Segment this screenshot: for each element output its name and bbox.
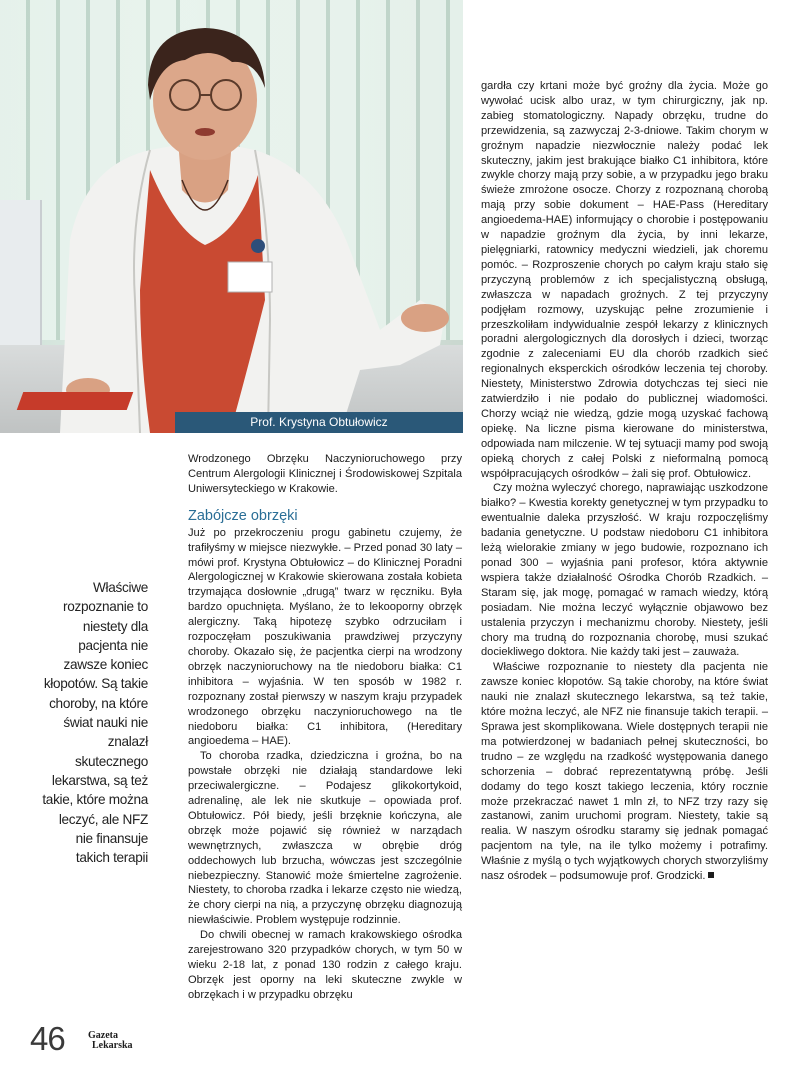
page-number: 46	[30, 1020, 65, 1057]
paragraph: Czy można wyleczyć chorego, naprawiając uszkodzone białko? – Kwestia korekty genetycznej w tym przypadku to ewentualnie daleka przyszłość. W kraju rozpoczęliśmy badania genetyczne. U podstaw niedoboru C1 inhibitora leżą wielorakie zmiany w jego budowie, rozpoznano ich ponad 300 – wyjaśnia pani profesor, która aktywnie wspiera także działalność Ośrodka Chorób Rzadkich. – Staram się, jak mogę, pomagać w ramach wiedzy, którą posiadam. Nie można leczyć wyłącznie objawowo bez ustalenia przyczyn i mechanizmu choroby. Niestety, jeśli chory ma trudną do rozpoznania chorobę, musi szukać dociekliwego doktora. Nie każdy taki jest – zauważa.	[481, 482, 768, 659]
logo-line-2: Lekarska	[92, 1040, 133, 1051]
end-of-article-mark	[708, 872, 714, 878]
article-column-middle	[188, 452, 462, 1003]
portrait-illustration	[0, 0, 463, 433]
logo-line-1: Gazeta	[88, 1030, 118, 1041]
paragraph: gardła czy krtani może być groźny dla życia. Może go wywołać ucisk albo uraz, w tym chirurgiczny, jak np. zabieg stomatologiczny. Napady obrzęku, trudne do przewidzenia, są zazwyczaj 2-3-dniowe. Takim chorym w groźnym napadzie niezwłocznie należy podać lek skuteczny, jakim jest brakujące białko C1 inhibitora, które zwykle chorzy mają przy sobie, a w przypadku jego braku świeże zmrożone osocze. Chorzy z rozpoznaną chorobą mają przy sobie dokument – HAE-Pass (Hereditary angioedema-HAE) informujący o chorobie i postępowaniu w napadzie groźnym dla życia, by inni lekarze, pielęgniarki, ratownicy medyczni wiedzieli, jak choremu pomóc. – Rozproszenie chorych po całym kraju stało się przyczyną problemów z ich specjalistyczną obsługą, zwłaszcza w napadach groźnych. Z tej przyczyny podjęłam rozmowy, uzyskując pełne zrozumienie i przeszkoliłam indywidualnie zespół lekarzy z klinicznych poradni alergologicznych dla dorosłych i dzieci, tworząc zgodnie z zaleceniami EU dla chorób rzadkich sieć regionalnych eksperckich ośrodków leczenia tej choroby. Niestety, Ministerstwo Zdrowia dotychczas tej sieci nie zatwierdziło i nie podało do publicznej wiadomości. Chorzy wciąż nie wiedzą, gdzie mogą uzyskać fachową opiekę. Na liczne pisma kierowane do ministerstwa, odpowiada nam milczenie. W tej sytuacji mamy pod swoją opieką chorych z całej Polski z nieformalną pomocą współpracujących ośrodków – żali się prof. Obtułowicz.	[481, 80, 768, 480]
paragraph-text: Właściwe rozpoznanie to niestety dla pacjenta nie zawsze koniec kłopotów. Są takie choroby, na które świat nauki nie znalazł skutecznego lekarstwa, są też takie, które można leczyć, ale NFZ nie finansuje takich terapii. – Sprawa jest skomplikowana. Wiele dostępnych terapii nie ma potwierdzonej w badaniach pełnej skuteczności, bo trudno – ze względu na rzadkość występowania danego schorzenia – dobrać reprezentatywną próbę. Jeśli dodamy do tego koszt takiego leczenia, który rocznie może przekraczać nawet 1 mln zł, to NFZ trzy razy się zastanowi, zanim uruchomi program. Niestety, takie są realia. W naszym ośrodku staramy się jednak pomagać pacjentom na tyle, na ile tylko możemy i potrafimy. Właśnie z myślą o tych wyjątkowych chorych stworzyliśmy nasz ośrodek – podsumowuje prof. Grodzicki.	[481, 661, 768, 883]
red-book	[17, 392, 134, 410]
section-heading: Zabójcze obrzęki	[188, 507, 298, 524]
paragraph: To choroba rzadka, dziedziczna i groźna, bo na powstałe obrzęki nie działają standardowe leki przeciwalergiczne. – Podajesz glikokortykoid, adrenalinę, ale lek nie skutkuje – opowiada prof. Obtułowicz. Pół biedy, jeśli brzęknie kończyna, ale obrzęk może pojawić się również w narządach wewnętrznych, zwłaszcza w obrębie dróg oddechowych lub brzucha, wówczas jest szczególnie niebezpieczny. Stanowić może śmiertelne zagrożenie. Niestety, to choroba rzadka i lekarze często nie wiedzą, że chory cierpi na nią, a przyczynę obrzęku diagnozują niewłaściwie. Problem występuje rodzinnie.	[188, 750, 462, 927]
intro-paragraph: Wrodzonego Obrzęku Naczynioruchowego przy Centrum Alergologii Klinicznej i Środowiskowej Szpitala Uniwersyteckiego w Krakowie.	[188, 453, 462, 495]
paragraph	[481, 660, 768, 884]
article-column-right	[481, 79, 768, 884]
article-photo	[0, 0, 463, 433]
paragraph: Do chwili obecnej w ramach krakowskiego ośrodka zarejestrowano 320 przypadków chorych, w tym 50 w wieku 2-18 lat, z ponad 130 rodzin z całego kraju. Obrzęk jest oporny na leki skuteczne zwykle w obrzękach i w przypadku obrzęku	[188, 929, 462, 1001]
photo-caption: Prof. Krystyna Obtułowicz	[175, 412, 463, 433]
paragraph: Już po przekroczeniu progu gabinetu czujemy, że trafiłyśmy w miejsce niezwykłe. – Przed ponad 30 laty – mówi prof. Krystyna Obtułowicz – do Klinicznej Poradni Alergologicznej w Krakowie skierowana została kobieta trzymająca dosłownie „drugą” twarz w ręczniku. Była bardzo opuchnięta. Myślano, że to lekooporny obrzęk alergiczny. Taką hipotezę szybko odrzuciłam i rozpoczęłam poszukiwania prawdziwej przyczyny choroby. Okazało się, że pacjentka cierpi na wrodzony obrzęk naczynioruchowy na tle niedoboru białka: C1 inhibitora – wyjaśnia. W ten sposób w 1982 r. rozpoznany został pierwszy w naszym kraju przypadek wrodzonego obrzęku naczynioruchowego na tle niedoboru białka: C1 inhibitora, (Hereditary angioedema – HAE).	[188, 526, 462, 748]
magazine-logo	[88, 1031, 148, 1051]
pull-quote: Właściwe rozpoznanie to niestety dla pacjenta nie zawsze koniec kłopotów. Są takie choroby, na które świat nauki nie znalazł skutecznego lekarstwa, są też takie, które można leczyć, ale NFZ nie finansuje takich terapii	[42, 580, 148, 866]
